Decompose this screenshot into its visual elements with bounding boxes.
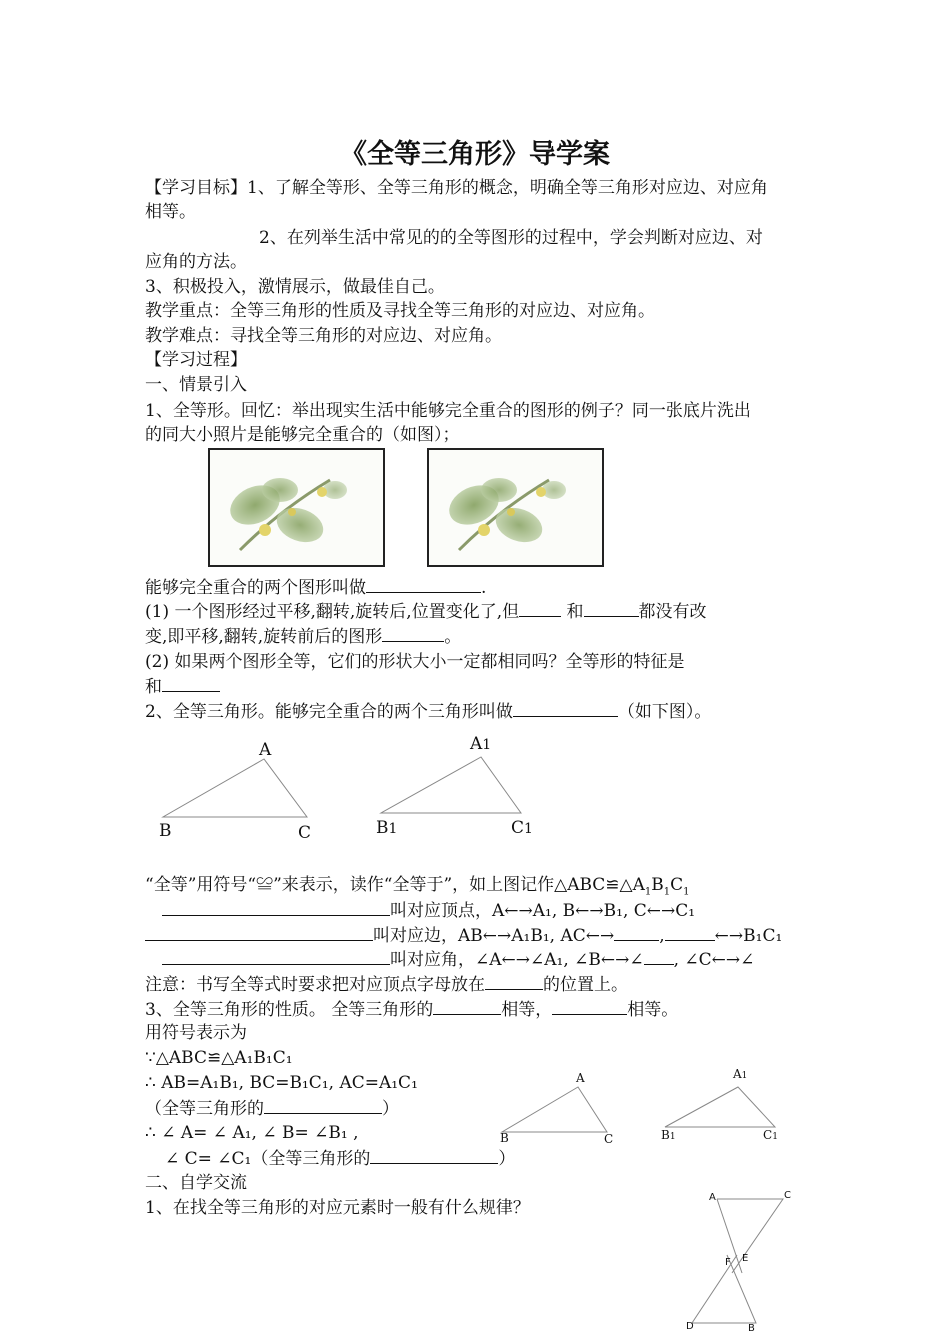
answer-blank[interactable] <box>264 1096 382 1114</box>
page-title: 《全等三角形》导学案 <box>340 139 610 170</box>
fig3-label-f: F <box>725 1257 731 1268</box>
goals-line-1: 【学习目标】1、了解全等形、全等三角形的概念，明确全等三角形对应边、对应角 <box>145 178 768 198</box>
answer-blank[interactable] <box>162 674 220 692</box>
label-b1: B1 <box>376 818 398 838</box>
side-line: 叫对应边，AB←→A₁B₁, AC←→ , ←→B₁C₁ <box>145 923 782 948</box>
label-b: B <box>159 821 172 841</box>
label-c1: C1 <box>511 818 533 838</box>
fig3-label-a: A <box>709 1192 716 1203</box>
label-a-small: A <box>576 1071 585 1085</box>
answer-blank[interactable] <box>485 972 543 990</box>
leaf-photo-1 <box>208 448 385 567</box>
label-a1-small: A1 <box>733 1067 748 1081</box>
label-b1-small: B1 <box>661 1128 676 1142</box>
fig3-label-d: D <box>686 1321 694 1332</box>
triangle-a1b1c1 <box>381 757 521 813</box>
symbol-intro: 用符号表示为 <box>145 1023 247 1043</box>
property-line: 3、全等三角形的性质。 全等三角形的 相等， 相等。 <box>145 997 678 1022</box>
answer-blank[interactable] <box>162 947 390 965</box>
goals-line-3: 2、在列举生活中常见的的全等图形的过程中，学会判断对应边、对 <box>259 228 763 248</box>
item-2-line: 2、全等三角形。能够完全重合的两个三角形叫做 （如下图）。 <box>145 699 711 724</box>
label-a: A <box>259 740 272 760</box>
label-c: C <box>298 823 312 843</box>
answer-blank[interactable] <box>162 898 390 916</box>
answer-blank[interactable] <box>433 997 501 1015</box>
lower-triangle <box>692 1255 756 1323</box>
label-b-small: B <box>500 1131 509 1145</box>
therefore-angles-line: ∴ ∠ A= ∠ A₁, ∠ B= ∠B₁ , <box>145 1123 359 1143</box>
goals-line-5: 3、积极投入，激情展示，做最佳自己。 <box>145 277 445 297</box>
question-1-line-1: (1) 一个图形经过平移,翻转,旋转后,位置变化了,但 和 都没有改 <box>145 599 707 624</box>
triangle-abc-small <box>502 1087 607 1132</box>
question-2-line-1: (2) 如果两个图形全等，它们的形状大小一定都相同吗？全等形的特征是 <box>145 652 685 672</box>
triangle-abc <box>163 759 307 817</box>
reason-2-line: ∠ C= ∠C₁（全等三角形的 ） <box>165 1146 515 1171</box>
vertex-line: 叫对应顶点，A←→A₁, B←→B₁, C←→C₁ <box>162 898 695 923</box>
difficulty: 教学难点：寻找全等三角形的对应边、对应角。 <box>145 326 502 346</box>
answer-blank[interactable] <box>614 923 659 941</box>
answer-blank[interactable] <box>366 575 481 593</box>
answer-blank[interactable] <box>644 947 674 965</box>
triangle-pair-figure-2 <box>495 1075 795 1145</box>
fig3-label-e: E <box>742 1253 749 1264</box>
bowtie-figure <box>680 1185 800 1340</box>
answer-blank[interactable] <box>552 997 627 1015</box>
note-line: 注意：书写全等式时要求把对应顶点字母放在 的位置上。 <box>145 972 628 997</box>
question-1-line-2: 变,即平移,翻转,旋转前后的图形 。 <box>145 624 461 649</box>
because-line: ∵△ABC≌△A₁B₁C₁ <box>145 1048 293 1068</box>
angle-line: 叫对应角，∠A←→∠A₁, ∠B←→∠ , ∠C←→∠ <box>162 947 754 972</box>
triangle-pair-figure <box>140 735 560 845</box>
therefore-sides-line: ∴ AB=A₁B₁, BC=B₁C₁, AC=A₁C₁ <box>145 1073 418 1093</box>
self-study-question-1: 1、在找全等三角形的对应元素时一般有什么规律？ <box>145 1198 530 1218</box>
label-a1: A1 <box>470 734 492 754</box>
triangle-a1b1c1-small <box>665 1087 775 1127</box>
leaf-photo-2 <box>427 448 604 567</box>
notation-line: “全等”用符号“≌”来表示，读作“全等于”，如上图记作$\triangle ABC≌\triangle A_1B_1C_1$ <box>145 875 690 898</box>
answer-blank[interactable] <box>145 923 373 941</box>
goals-line-2: 相等。 <box>145 202 196 222</box>
answer-blank[interactable] <box>665 923 715 941</box>
label-c1-small: C1 <box>763 1128 778 1142</box>
section-1-heading: 一、情景引入 <box>145 375 247 395</box>
answer-blank[interactable] <box>513 699 618 717</box>
answer-blank[interactable] <box>584 599 639 617</box>
question-2-line-2: 和 <box>145 674 220 699</box>
answer-blank[interactable] <box>382 624 444 642</box>
fig3-label-b: B <box>748 1323 755 1334</box>
answer-blank[interactable] <box>370 1146 498 1164</box>
reason-1-line: （全等三角形的 ） <box>145 1096 399 1121</box>
answer-blank[interactable] <box>519 599 561 617</box>
item-1-line-1: 1、全等形。回忆：举出现实生活中能够完全重合的图形的例子？同一张底片洗出 <box>145 401 751 421</box>
process-header: 【学习过程】 <box>145 350 247 370</box>
key-point: 教学重点：全等三角形的性质及寻找全等三角形的对应边、对应角。 <box>145 301 655 321</box>
label-c-small: C <box>604 1132 614 1146</box>
fig3-label-c: C <box>784 1190 791 1201</box>
goals-line-4: 应角的方法。 <box>145 252 247 272</box>
item-1-line-2: 的同大小照片是能够完全重合的（如图）； <box>145 425 460 445</box>
congruent-figure-definition: 能够完全重合的两个图形叫做 . <box>145 575 486 600</box>
section-2-heading: 二、自学交流 <box>145 1173 247 1193</box>
